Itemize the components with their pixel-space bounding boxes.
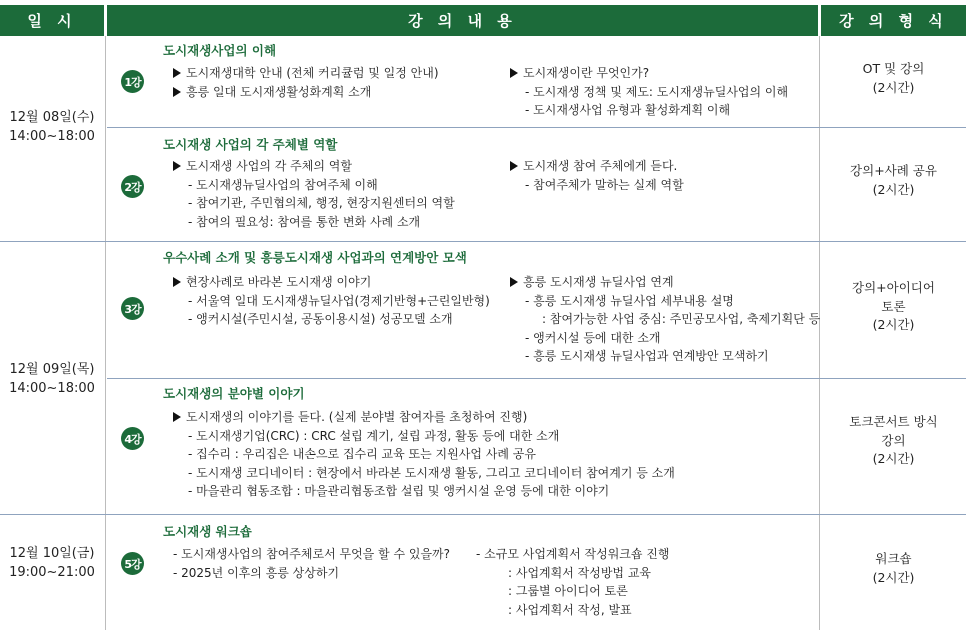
format-cell-2 bbox=[821, 162, 966, 199]
bullet-triangle-icon bbox=[510, 161, 518, 171]
format-text: OT 및 강의 bbox=[862, 61, 925, 76]
lecture-badge-4: 4강 bbox=[121, 427, 144, 450]
list-item: - 흥릉 도시재생 뉴딜사업과 연계방안 모색하기 bbox=[525, 349, 769, 363]
format-text: 토크콘서트 방식 bbox=[849, 414, 938, 429]
format-cell-5 bbox=[821, 550, 966, 587]
list-item: - 앵커시설 등에 대한 소개 bbox=[525, 330, 661, 345]
lecture-5-right bbox=[476, 545, 669, 619]
date-day: 12월 08일(수) bbox=[9, 110, 95, 125]
list-item: - 2025년 이후의 흥릉 상상하기 bbox=[173, 565, 340, 580]
lecture-title-5: 도시재생 워크숍 bbox=[163, 524, 252, 539]
list-item: - 도시재생기업(CRC) : CRC 설립 계기, 설립 과정, 활동 등에 대한 소개 bbox=[188, 428, 560, 443]
format-duration: (2시간) bbox=[872, 317, 915, 332]
bullet-triangle-icon bbox=[173, 161, 181, 171]
list-item: - 소규모 사업계획서 작성워크숍 진행 bbox=[476, 547, 670, 561]
list-item: - 앵커시설(주민시설, 공동이용시설) 성공모델 소개 bbox=[188, 312, 453, 326]
lecture-badge-1: 1강 bbox=[121, 70, 144, 93]
lecture-4-left bbox=[173, 408, 675, 501]
lecture-2-left bbox=[173, 157, 455, 231]
list-item: : 사업계획서 작성방법 교육 bbox=[508, 565, 651, 580]
lecture-2-right bbox=[510, 157, 684, 194]
row-divider bbox=[107, 127, 966, 128]
lecture-title-4: 도시재생의 분야별 이야기 bbox=[163, 386, 305, 401]
date-day: 12월 09일(목) bbox=[9, 362, 95, 377]
bullet-triangle-icon bbox=[173, 68, 181, 78]
format-duration: (2시간) bbox=[872, 181, 915, 197]
lecture-title-1: 도시재생사업의 이해 bbox=[163, 43, 277, 58]
row-divider bbox=[107, 378, 966, 379]
list-item: 현장사례로 바라본 도시재생 이야기 bbox=[186, 275, 372, 289]
list-item: 흥릉 도시재생 뉴딜사업 연계 bbox=[523, 275, 674, 289]
lecture-badge-2: 2강 bbox=[121, 175, 144, 198]
list-item: 도시재생대학 안내 (전체 커리큘럼 및 일정 안내) bbox=[186, 66, 439, 80]
list-item: 도시재생이란 무엇인가? bbox=[523, 66, 650, 80]
list-item: 도시재생의 이야기를 듣다. (실제 분야별 참여자를 초청하여 진행) bbox=[186, 410, 528, 424]
column-divider bbox=[105, 36, 106, 630]
format-duration: (2시간) bbox=[872, 79, 915, 95]
format-text: 강의+아이디어 bbox=[852, 280, 935, 295]
list-item: - 참여의 필요성: 참여를 통한 변화 사례 소개 bbox=[188, 214, 421, 229]
format-cell-3 bbox=[821, 279, 966, 335]
format-duration: (2시간) bbox=[872, 569, 915, 585]
list-item: - 도시재생 코디네이터 : 현장에서 바라본 도시재생 활동, 그리고 코디네이터 참여계기 등 소개 bbox=[188, 465, 675, 480]
format-duration: (2시간) bbox=[872, 451, 915, 466]
list-item: - 마을관리 협동조합 : 마을관리협동조합 설립 및 앵커시설 운영 등에 대한 이야기 bbox=[188, 484, 610, 498]
bullet-triangle-icon bbox=[510, 277, 518, 287]
header-format: 강 의 형 식 bbox=[821, 5, 966, 36]
format-text: 강의+사례 공유 bbox=[850, 163, 937, 178]
list-item: - 집수리 : 우리집은 내손으로 집수리 교육 또는 지원사업 사례 공유 bbox=[188, 447, 536, 461]
lecture-1-left bbox=[173, 64, 439, 101]
list-item: - 흥릉 도시재생 뉴딜사업 세부내용 설명 bbox=[525, 293, 734, 308]
list-item: - 참여기관, 주민협의체, 행정, 현장지원센터의 역할 bbox=[188, 196, 455, 210]
date-cell-3 bbox=[0, 544, 104, 581]
list-item: 도시재생 사업의 각 주체의 역할 bbox=[186, 159, 352, 173]
date-day: 12월 10일(금) bbox=[9, 546, 95, 561]
date-time: 19:00~21:00 bbox=[9, 564, 95, 580]
row-divider bbox=[0, 241, 966, 242]
bullet-triangle-icon bbox=[173, 277, 181, 287]
date-time: 14:00~18:00 bbox=[9, 380, 95, 396]
format-text: 토론 bbox=[881, 298, 906, 314]
list-item: - 도시재생뉴딜사업의 참여주체 이해 bbox=[188, 177, 378, 192]
row-divider bbox=[0, 514, 966, 515]
lecture-3-left bbox=[173, 273, 490, 329]
lecture-badge-5: 5강 bbox=[121, 552, 144, 575]
list-item: - 도시재생 정책 및 제도: 도시재생뉴딜사업의 이해 bbox=[525, 84, 789, 99]
format-text: 강의 bbox=[881, 432, 906, 448]
list-item: : 참여가능한 사업 중심: 주민공모사업, 축제기획단 등 bbox=[542, 312, 821, 326]
bullet-triangle-icon bbox=[510, 68, 518, 78]
list-item: 도시재생 참여 주체에게 듣다. bbox=[523, 159, 678, 173]
date-cell-1 bbox=[0, 108, 104, 145]
format-text: 워크숍 bbox=[875, 551, 912, 566]
list-item: - 참여주체가 말하는 실제 역할 bbox=[525, 177, 684, 192]
list-item: - 도시재생사업 유형과 활성화계획 이해 bbox=[525, 103, 731, 117]
lecture-3-right bbox=[510, 273, 820, 366]
list-item: 흥릉 일대 도시재생활성화계획 소개 bbox=[186, 84, 372, 99]
list-item: : 사업계획서 작성, 발표 bbox=[508, 602, 632, 617]
date-cell-2 bbox=[0, 360, 104, 397]
date-time: 14:00~18:00 bbox=[9, 128, 95, 144]
format-cell-1 bbox=[821, 60, 966, 97]
lecture-title-2: 도시재생 사업의 각 주체별 역할 bbox=[163, 137, 338, 152]
list-item: - 도시재생사업의 참여주체로서 무엇을 할 수 있을까? bbox=[173, 547, 451, 561]
list-item: - 서울역 일대 도시재생뉴딜사업(경제기반형+근린일반형) bbox=[188, 293, 490, 308]
bullet-triangle-icon bbox=[173, 412, 181, 422]
lecture-1-right bbox=[510, 64, 788, 120]
header-content: 강 의 내 용 bbox=[107, 5, 818, 36]
lecture-badge-3: 3강 bbox=[121, 297, 144, 320]
format-cell-4 bbox=[821, 413, 966, 469]
lecture-5-left bbox=[173, 545, 450, 582]
header-date: 일 시 bbox=[0, 5, 104, 36]
lecture-title-3: 우수사례 소개 및 흥릉도시재생 사업과의 연계방안 모색 bbox=[163, 250, 467, 265]
list-item: : 그룹별 아이디어 토론 bbox=[508, 584, 628, 598]
bullet-triangle-icon bbox=[173, 87, 181, 97]
